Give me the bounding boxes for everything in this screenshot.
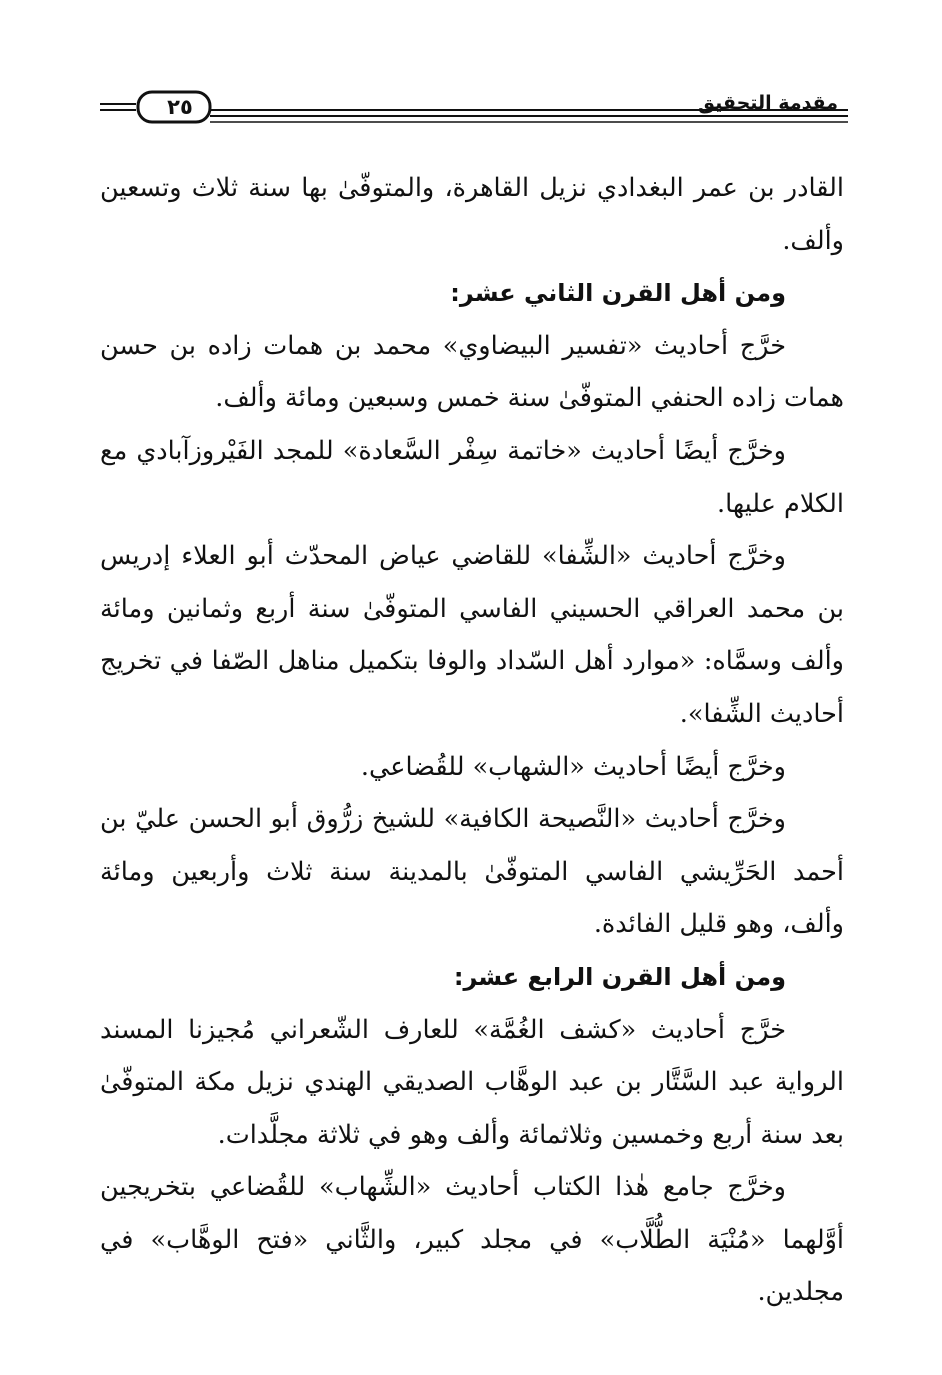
section-heading: ومن أهل القرن الرابع عشر: (453, 962, 786, 991)
page-header (100, 82, 848, 132)
paragraph: وخرَّج أيضًا أحاديث «الشهاب» للقُضاعي. (360, 751, 786, 782)
paragraph: وخرَّج أحاديث «النَّصيحة الكافية» للشيخ زرُّوق أبو الحسن عليّ بن أحمد الحَرِّيشي الفاسي المتوفّىٰ بالمدينة سنة ثلاث وأربعين ومائة وألف، وهو قليل الفائدة. (100, 804, 844, 940)
running-title: مقدمة التحقيق (698, 92, 838, 114)
section-heading: ومن أهل القرن الثاني عشر: (450, 279, 786, 308)
paragraph: خرَّج أحاديث «كشف الغُمَّة» للعارف الشّعراني مُجيزنا المسند الرواية عبد السَّتَّار بن عبد الوهَّاب الصديقي الهندي نزيل مكة المتوفّىٰ بعد سنة أربع وخمسين وثلاثمائة وألف وهو في ثلاثة مجلَّدات. (100, 1014, 844, 1150)
paragraph: خرَّج أحاديث «تفسير البيضاوي» محمد بن همات زاده بن حسن همات زاده الحنفي المتوفّىٰ سنة خمس وسبعين ومائة وألف. (100, 330, 844, 414)
page-number: ٢٥ (167, 95, 193, 119)
paragraph: القادر بن عمر البغدادي نزيل القاهرة، والمتوفّىٰ بها سنة ثلاث وتسعين وألف. (100, 173, 844, 256)
paragraph: وخرَّج جامع هٰذا الكتاب أحاديث «الشِّهاب» للقُضاعي بتخريجين أوَّلهما «مُنْيَة الطُّلَّاب» في مجلد كبير، والثَّاني «فتح الوهَّاب» في مجلدين. (100, 1172, 844, 1308)
page-body (100, 162, 844, 1319)
paragraph: وخرَّج أيضًا أحاديث «خاتمة سِفْر السَّعادة» للمجد الفَيْروزآبادي مع الكلام عليها. (100, 435, 844, 519)
paragraph: وخرَّج أحاديث «الشِّفا» للقاضي عياض المحدّث أبو العلاء إدريس بن محمد العراقي الحسيني الفاسي المتوفّىٰ سنة أربع وثمانين ومائة وألف وسمَّاه: «موارد أهل السّداد والوفا بتكميل مناهل الصّفا في تخريج أحاديث الشِّفا». (100, 541, 844, 729)
